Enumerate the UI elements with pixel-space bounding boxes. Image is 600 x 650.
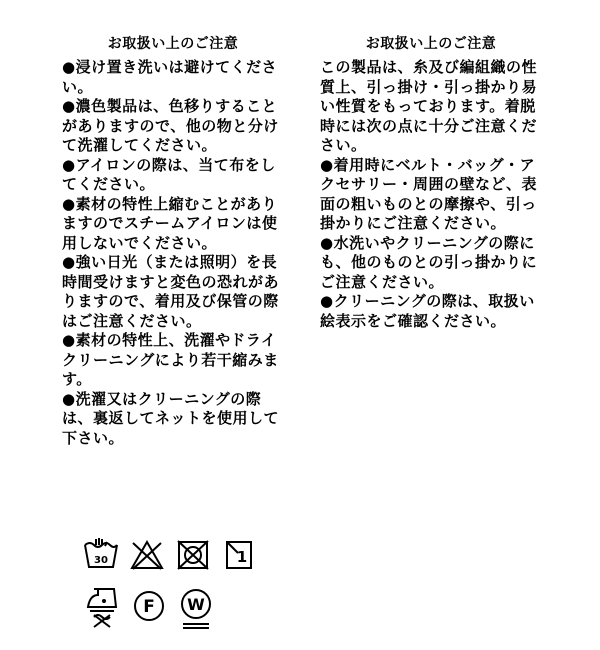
hang-dry-label: 1 <box>236 548 248 566</box>
no-bleach-triangle-icon <box>129 539 165 571</box>
care-note-item: ●強い日光（または照明）を長時間受けますと変色の恐れがありますので、着用及び保管の際はご注意ください。 <box>62 253 280 330</box>
left-heading: お取扱い上のご注意 <box>107 36 239 52</box>
dry-clean-label: F <box>143 597 155 617</box>
care-symbols <box>82 537 272 637</box>
wet-clean-w-icon <box>178 587 214 631</box>
care-notes-left-column <box>62 34 284 448</box>
care-note-item: ●濃色製品は、色移りすることがありますので、他の物と分けて洗濯してください。 <box>62 97 279 154</box>
hand-wash-tub-icon <box>82 537 120 571</box>
no-tumble-dry-icon <box>176 539 210 571</box>
wet-clean-label: W <box>187 595 205 614</box>
hang-dry-icon <box>224 539 254 571</box>
care-note-item: ●洗濯又はクリーニングの際は、裏返してネットを使用して下さい。 <box>62 389 280 447</box>
care-note-item: ●着用時にベルト・バッグ・アクセサリー・周囲の壁など、表面の粗いものとの摩擦や、引っ掛かりにご注意ください。 <box>320 155 538 232</box>
wash-temp-label: 30 <box>94 555 108 566</box>
care-note-item: ●素材の特性上、洗濯やドライクリーニングにより若干縮みます。 <box>62 331 279 388</box>
care-note-item: ●浸け置き洗いは避けてください。 <box>62 58 278 96</box>
care-note-item: ●アイロンの際は、当て布をしてください。 <box>62 155 276 193</box>
care-note-intro: この製品は、糸及び編組織の性質上、引っ掛け・引っ掛かり易い性質をもっております。着脱時には次の点に十分ご注意ください。 <box>320 58 538 154</box>
dry-clean-f-icon <box>132 589 166 623</box>
right-heading: お取扱い上のご注意 <box>365 36 497 52</box>
iron-low-icon <box>84 585 122 631</box>
care-note-item: ●水洗いやクリーニングの際にも、他のものとの引っ掛かりにご注意ください。 <box>320 233 538 291</box>
care-note-item: ●素材の特性上縮むことがありますのでスチームアイロンは使用しないでください。 <box>62 194 278 252</box>
care-note-item: ●クリーニングの際は、取扱い絵表示をご確認ください。 <box>320 292 535 330</box>
care-notes-right-column <box>320 34 542 331</box>
